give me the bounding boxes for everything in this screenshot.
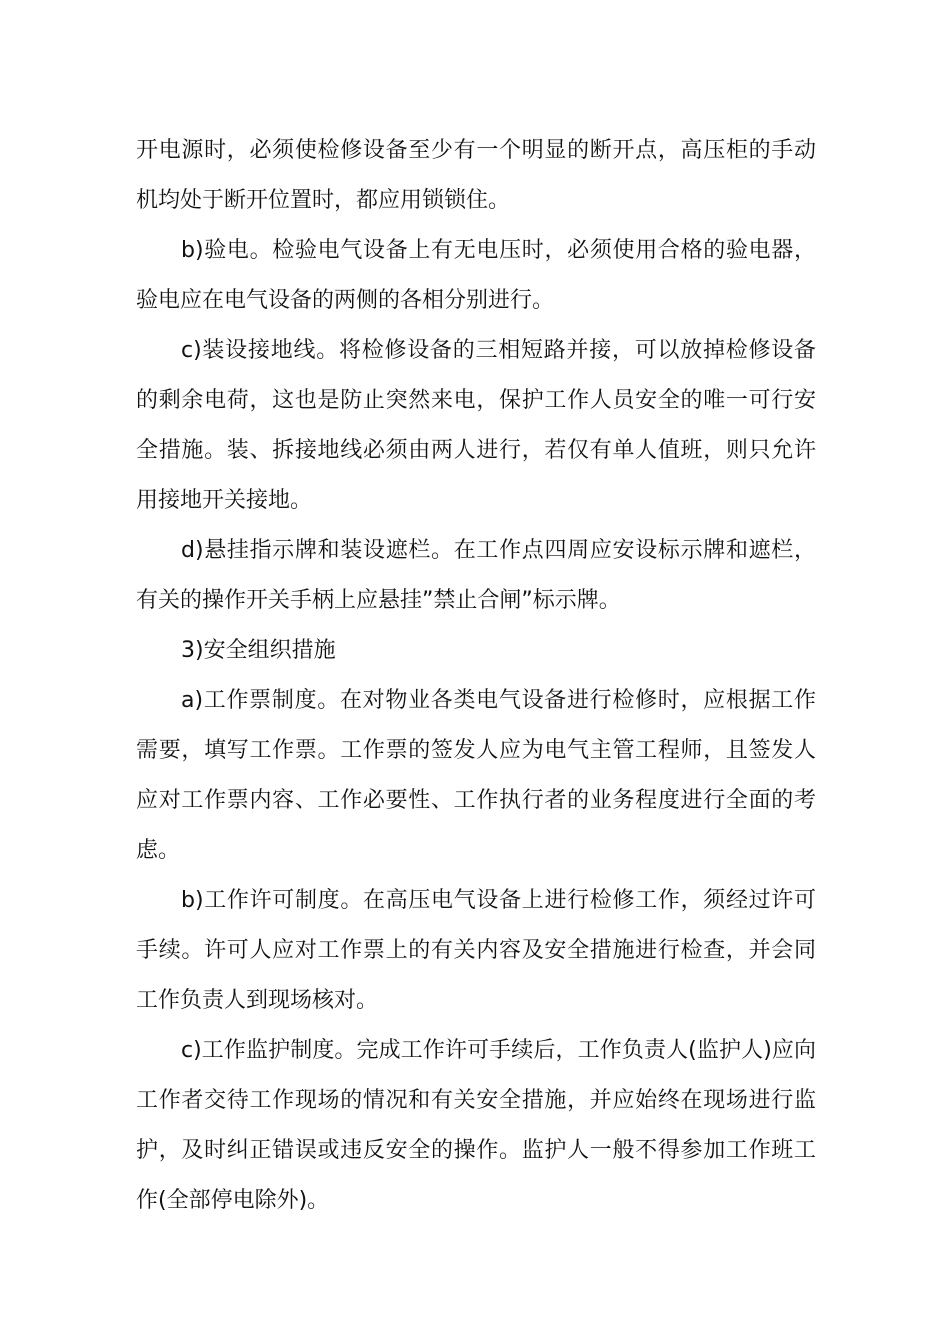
section-heading: 3)安全组织措施 [181, 638, 336, 663]
paragraph-5: a)工作票制度。在对物业各类电气设备进行检修时，应根据工作需要，填写工作票。工作票的签发人应为电气主管工程师，且签发人应对工作票内容、工作必要性、工作执行者的业务程度进行全面的考虑。 [136, 688, 816, 863]
document-body [136, 126, 816, 1226]
paragraph-1: 开电源时，必须使检修设备至少有一个明显的断开点，高压柜的手动机均处于断开位置时，都应用锁锁住。 [136, 138, 816, 213]
paragraph-2: b)验电。检验电气设备上有无电压时，必须使用合格的验电器，验电应在电气设备的两侧的各相分别进行。 [136, 238, 816, 313]
paragraph-7: c)工作监护制度。完成工作许可手续后，工作负责人(监护人)应向工作者交待工作现场的情况和有关安全措施，并应始终在现场进行监护，及时纠正错误或违反安全的操作。监护人一般不得参加工作班工作(全部停电除外)。 [136, 1038, 816, 1213]
paragraph-3: c)装设接地线。将检修设备的三相短路并接，可以放掉检修设备的剩余电荷，这也是防止突然来电，保护工作人员安全的唯一可行安全措施。装、拆接地线必须由两人进行，若仅有单人值班，则只允许用接地开关接地。 [136, 338, 816, 513]
paragraph-6: b)工作许可制度。在高压电气设备上进行检修工作，须经过许可手续。许可人应对工作票上的有关内容及安全措施进行检查，并会同工作负责人到现场核对。 [136, 888, 816, 1013]
paragraph-4: d)悬挂指示牌和装设遮栏。在工作点四周应安设标示牌和遮栏，有关的操作开关手柄上应悬挂”禁止合闸”标示牌。 [136, 538, 816, 613]
